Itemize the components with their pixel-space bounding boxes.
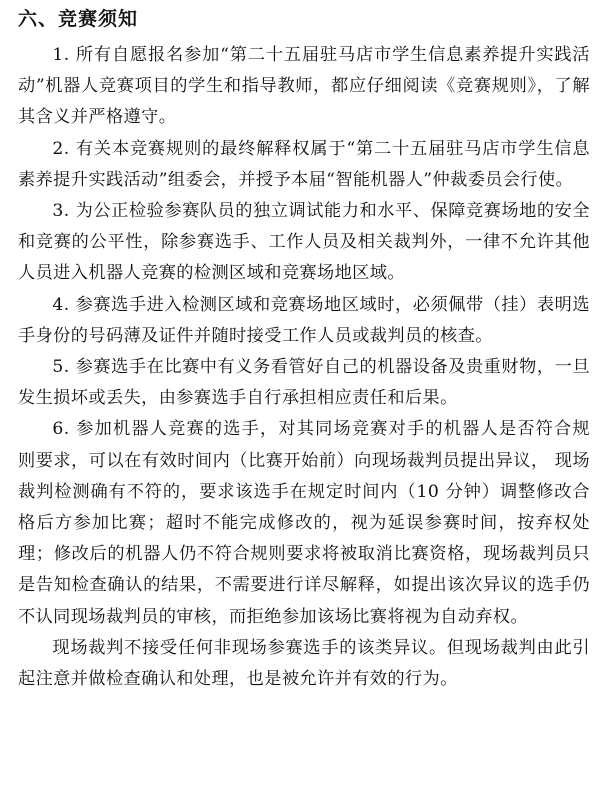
rule-paragraph-3: 3. 为公正检验参赛队员的独立调试能力和水平、保障竞赛场地的安全 和竞赛的公平性，除参赛选手、工作人员及相关裁判外，一律不允许其他人员进入机器人竞赛的检测区域和竞赛场地区域。: [18, 201, 590, 284]
closing-paragraph: 现场裁判不接受任何非现场参赛选手的该类异议。但现场裁判由此引起注意并做检查确认和处理，也是被允许并有效的行为。: [18, 637, 590, 690]
section-heading: 六、竞赛须知: [18, 8, 139, 30]
rule-paragraph-5: 5. 参赛选手在比赛中有义务看管好自己的机器设备及贵重财物，一旦发生损坏或丢失，由参赛选手自行承担相应责任和后果。: [18, 357, 590, 409]
rule-paragraph-6: 6. 参加机器人竞赛的选手，对其同场竞赛对手的机器人是否符合规 则要求，可以在有效时间内（比赛开始前）向现场裁判员提出异议， 现场裁判检测确有不符的，要求该选手在规定时间内（10 分钟）调整修改合格后方参加比赛；超时不能完成修改的，视为延误参赛时间，按弃权处理；修改后的机器人仍不符合规则要求将被取消比赛资格，现场裁判员只是告知检查确认的结果，不需要进行详尽解释，如提出该次异议的选手仍不认同现场裁判员的审核，而拒绝参加该场比赛将视为自动弃权。: [18, 419, 590, 627]
rule-paragraph-2: 2. 有关本竞赛规则的最终解释权属于“第二十五届驻马店市学生信息素养提升实践活动”组委会，并授予本届“智能机器人”仲裁委员会行使。: [18, 138, 590, 190]
rule-paragraph-1: 1. 所有自愿报名参加“第二十五届驻马店市学生信息素养提升实践活动”机器人竞赛项目的学生和指导教师，都应仔细阅读《竞赛规则》，了解其含义并严格遵守。: [18, 45, 590, 128]
rule-paragraph-4: 4. 参赛选手进入检测区域和竞赛场地区域时，必须佩带（挂）表明选手身份的号码薄及证件并随时接受工作人员或裁判员的核查。: [18, 294, 590, 346]
